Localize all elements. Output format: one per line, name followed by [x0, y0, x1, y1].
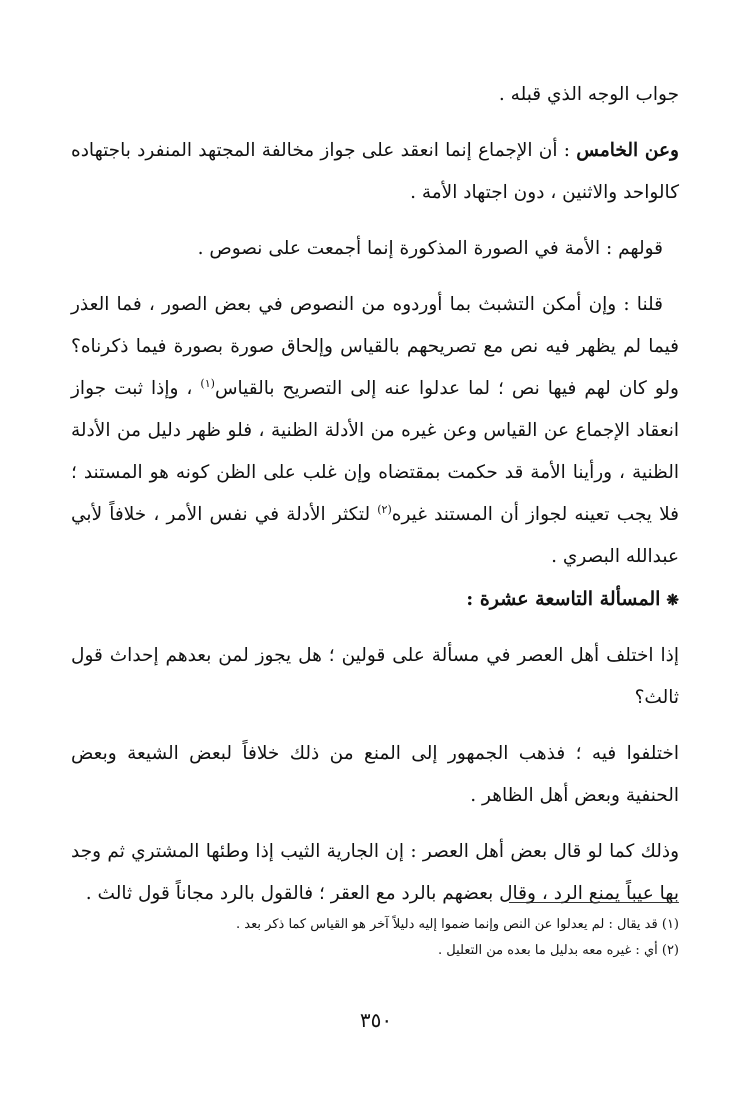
paragraph-1: جواب الوجه الذي قبله .	[498, 84, 679, 105]
main-text	[71, 74, 679, 915]
paragraph-7: وذلك كما لو قال بعض أهل العصر : إن الجارية الثيب إذا وطئها المشتري ثم وجد بها عيباً يمنع الرد ، وقال بعضهم بالرد مع العقر ؛ فالقول بالرد مجاناً قول ثالث .	[71, 841, 679, 904]
paragraph-2	[71, 130, 679, 214]
paragraph-2-text: : أن الإجماع إنما انعقد على جواز مخالفة المجتهد المنفرد باجتهاده كالواحد والاثنين ، دون اجتهاد الأمة .	[71, 140, 679, 203]
footnote-divider	[509, 902, 679, 903]
paragraph-3: قولهم : الأمة في الصورة المذكورة إنما أجمعت على نصوص .	[197, 238, 663, 259]
footnote-ref-2[interactable]: (٢)	[377, 502, 392, 516]
footnotes	[71, 912, 679, 964]
paragraph-5: إذا اختلف أهل العصر في مسألة على قولين ؛ هل يجوز لمن بعدهم إحداث قول ثالث؟	[71, 645, 679, 708]
page-number: ٣٥٠	[359, 1008, 393, 1032]
section-heading-text: المسألة التاسعة عشرة :	[466, 588, 661, 610]
footnote-1: (١) قد يقال : لم يعدلوا عن النص وإنما ضموا إليه دليلاً آخر هو القياس كما ذكر بعد .	[236, 917, 679, 932]
paragraph-4-part-a: قلنا : وإن أمكن التشبث بما أوردوه من النصوص في بعض الصور ، فما العذر فيما لم يظهر فيه نص مع تصريحهم بالقياس وإلحاق صورة بصورة فيما ذكرناه؟ ولو كان لهم فيها نص ؛ لما عدلوا عنه إلى التصريح بالقياس	[71, 294, 679, 399]
paragraph-4-part-b: ، وإذا ثبت جواز انعقاد الإجماع عن القياس وعن غيره من الأدلة الظنية ، فلو ظهر دليل من الأدلة الظنية ، ورأينا الأمة قد حكمت بمقتضاه وإن غلب على الظن كونه هو المستند ؛ فلا يجب تعينه لجواز أن المستند غيره	[71, 378, 679, 525]
paragraph-2-lead: وعن الخامس	[576, 140, 679, 161]
footnote-2: (٢) أي : غيره معه بدليل ما بعده من التعليل .	[438, 943, 679, 958]
paragraph-4-part-c: لتكثر الأدلة في نفس الأمر ، خلافاً لأبي عبدالله البصري .	[71, 504, 679, 567]
paragraph-6: اختلفوا فيه ؛ فذهب الجمهور إلى المنع من ذلك خلافاً لبعض الشيعة وبعض الحنفية وبعض أهل الظاهر .	[71, 743, 679, 806]
footnote-ref-1[interactable]: (١)	[200, 376, 215, 390]
paragraph-4	[71, 284, 679, 578]
asterisk-icon: ❋	[666, 591, 679, 609]
section-heading	[71, 578, 679, 621]
